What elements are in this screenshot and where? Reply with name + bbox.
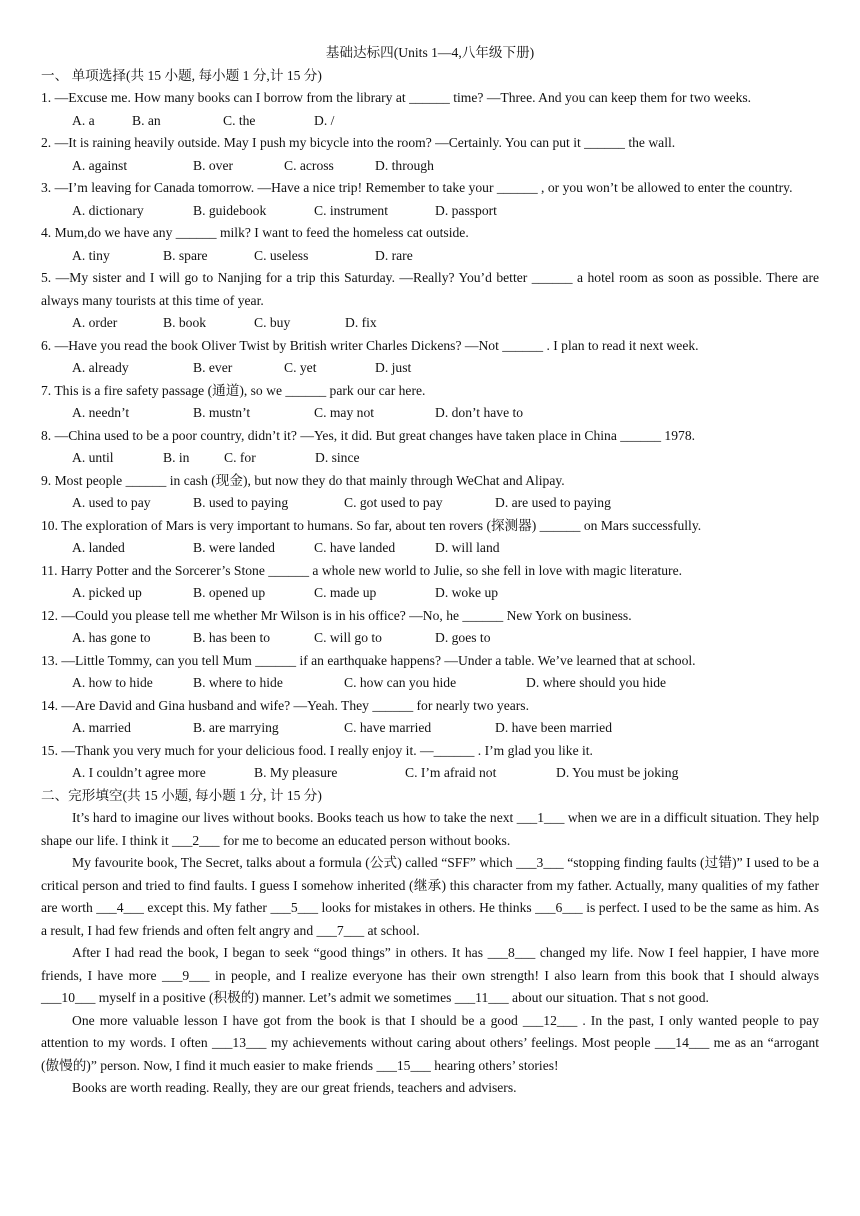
question-2-options: [41, 155, 819, 178]
question-6-options: [41, 357, 819, 380]
question-11: 11. Harry Potter and the Sorcerer’s Stone ______ a whole new world to Julie, so she fell in love with magic literature.: [41, 562, 683, 578]
option-c[interactable]: C. will go to: [314, 630, 382, 645]
option-c[interactable]: C. yet: [284, 360, 317, 375]
option-d[interactable]: D. since: [315, 450, 360, 465]
question-10-options: [41, 537, 819, 560]
question-9: 9. Most people ______ in cash (现金), but now they do that mainly through WeChat and Alipay.: [41, 472, 565, 488]
option-b[interactable]: B. in: [163, 450, 190, 465]
option-d[interactable]: D. woke up: [435, 585, 499, 600]
question-14: 14. —Are David and Gina husband and wife? —Yeah. They ______ for nearly two years.: [41, 697, 530, 713]
question-5: 5. —My sister and I will go to Nanjing for a trip this Saturday. —Really? You’d better ______ a hotel room as soon as possible. There are always many tourists at this time of year.: [41, 270, 819, 308]
question-7: 7. This is a fire safety passage (通道), so we ______ park our car here.: [41, 382, 426, 398]
question-4-options: [41, 245, 819, 268]
question-8: 8. —China used to be a poor country, didn’t it? —Yes, it did. But great changes have taken place in China ______ 1978.: [41, 427, 696, 443]
passage-paragraph: My favourite book, The Secret, talks about a formula (公式) called “SFF” which ___3___ “stopping finding faults (过错)” I used to be a critical person and tried to find faults. I guess I somehow inherited (继承) this character from my father. Actually, many qualities of my father are worth ___4___ except this. My father ___5___ looks for mistakes in others. He thinks ___6___ is perfect. I used to be the same as him. As a result, I had few friends and often felt angry and ___7___ at school.: [41, 855, 819, 938]
option-a[interactable]: A. has gone to: [72, 630, 151, 645]
option-d[interactable]: D. have been married: [495, 720, 613, 735]
question-6: 6. —Have you read the book Oliver Twist by British writer Charles Dickens? —Not ______ . I plan to read it next week.: [41, 337, 699, 353]
question-4: 4. Mum,do we have any ______ milk? I want to feed the homeless cat outside.: [41, 225, 469, 240]
passage-paragraph: After I had read the book, I began to seek “good things” in others. It has ___8___ changed my life. Now I feel happier, I have more friends, I have more ___9___ in people, and I realize everyone has their own strength! I also learn from this book that I should always ___10___ myself in a positive (积极的) manner. Let’s admit we sometimes ___11___ about our situation. That s not good.: [41, 945, 819, 1005]
question-1: 1. —Excuse me. How many books can I borrow from the library at ______ time? —Three. And you can keep them for two weeks.: [41, 90, 752, 105]
option-d[interactable]: D. /: [314, 112, 335, 128]
question-3-options: [41, 200, 819, 223]
option-d[interactable]: D. rare: [375, 247, 413, 263]
option-a[interactable]: A. already: [72, 360, 129, 375]
option-d[interactable]: D. are used to paying: [495, 495, 611, 510]
option-c[interactable]: C. I’m afraid not: [405, 765, 497, 780]
question-1-options: [41, 110, 819, 133]
section-1-heading: 一、 单项选择(共 15 小题, 每小题 1 分,计 15 分): [41, 67, 322, 83]
option-a[interactable]: A. needn’t: [72, 405, 130, 420]
option-b[interactable]: B. mustn’t: [193, 405, 251, 420]
option-b[interactable]: B. guidebook: [193, 202, 267, 218]
option-a[interactable]: A. a: [72, 112, 95, 128]
passage-paragraph: One more valuable lesson I have got from the book is that I should be a good ___12___ . In the past, I only wanted people to pay attention to my words. I often ___13___ my achievements without caring about others’ feelings. Most people ___14___ me as an “arrogant (傲慢的)” person. Now, I find it much easier to make friends ___15___ hearing others’ stories!: [41, 1012, 819, 1073]
option-c[interactable]: C. useless: [254, 247, 309, 263]
option-c[interactable]: C. have married: [344, 720, 432, 735]
option-c[interactable]: C. buy: [254, 315, 291, 330]
option-a[interactable]: A. until: [72, 450, 114, 465]
option-b[interactable]: B. book: [163, 315, 207, 330]
question-12: 12. —Could you please tell me whether Mr Wilson is in his office? —No, he ______ New York on business.: [41, 607, 632, 623]
option-a[interactable]: A. I couldn’t agree more: [72, 765, 206, 780]
question-2: 2. —It is raining heavily outside. May I push my bicycle into the room? —Certainly. You can put it ______ the wall.: [41, 135, 676, 150]
option-b[interactable]: B. opened up: [193, 585, 266, 600]
passage-paragraph: It’s hard to imagine our lives without books. Books teach us how to take the next ___1___ when we are in a difficult situation. They help shape our life. I think it ___2___ for me to become an educated person without books.: [41, 810, 819, 848]
option-d[interactable]: D. just: [375, 360, 412, 375]
option-a[interactable]: A. order: [72, 315, 118, 330]
question-15: 15. —Thank you very much for your delicious food. I really enjoy it. —______ . I’m glad you like it.: [41, 742, 593, 758]
question-14-options: [41, 717, 819, 740]
question-9-options: [41, 492, 819, 515]
document-page: [41, 42, 819, 1100]
option-c[interactable]: C. for: [224, 450, 256, 465]
option-d[interactable]: D. don’t have to: [435, 405, 524, 420]
question-11-options: [41, 582, 819, 605]
option-b[interactable]: B. has been to: [193, 630, 271, 645]
option-c[interactable]: C. how can you hide: [344, 675, 457, 690]
cloze-passage: [41, 807, 819, 1100]
option-a[interactable]: A. against: [72, 157, 128, 173]
option-b[interactable]: B. My pleasure: [254, 765, 338, 780]
option-a[interactable]: A. dictionary: [72, 202, 144, 218]
question-3: 3. —I’m leaving for Canada tomorrow. —Have a nice trip! Remember to take your ______ , or you won’t be allowed to enter the country.: [41, 180, 793, 195]
question-13-options: [41, 672, 819, 695]
option-b[interactable]: B. where to hide: [193, 675, 283, 690]
option-c[interactable]: C. across: [284, 157, 334, 173]
option-a[interactable]: A. tiny: [72, 247, 110, 263]
option-d[interactable]: D. You must be joking: [556, 765, 679, 780]
question-10: 10. The exploration of Mars is very important to humans. So far, about ten rovers (探测器) ______ on Mars successfully.: [41, 517, 702, 533]
question-12-options: [41, 627, 819, 650]
option-c[interactable]: C. instrument: [314, 202, 389, 218]
option-c[interactable]: C. made up: [314, 585, 377, 600]
passage-paragraph: Books are worth reading. Really, they are our great friends, teachers and advisers.: [72, 1080, 517, 1095]
question-8-options: [41, 447, 819, 470]
option-b[interactable]: B. over: [193, 157, 234, 173]
option-d[interactable]: D. goes to: [435, 630, 491, 645]
option-a[interactable]: A. landed: [72, 540, 125, 555]
option-b[interactable]: B. used to paying: [193, 495, 289, 510]
option-b[interactable]: B. were landed: [193, 540, 275, 555]
option-b[interactable]: B. an: [132, 112, 161, 128]
question-list: [41, 87, 819, 785]
option-a[interactable]: A. married: [72, 720, 131, 735]
question-15-options: [41, 762, 819, 785]
option-b[interactable]: B. spare: [163, 247, 208, 263]
section-2-heading: 二、完形填空(共 15 小题, 每小题 1 分, 计 15 分): [41, 787, 322, 803]
option-b[interactable]: B. are marrying: [193, 720, 279, 735]
question-5-options: [41, 312, 819, 335]
option-d[interactable]: D. passport: [435, 202, 497, 218]
option-d[interactable]: D. through: [375, 157, 434, 173]
option-a[interactable]: A. how to hide: [72, 675, 153, 690]
question-7-options: [41, 402, 819, 425]
option-d[interactable]: D. will land: [435, 540, 500, 555]
option-b[interactable]: B. ever: [193, 360, 233, 375]
option-c[interactable]: C. got used to pay: [344, 495, 443, 510]
option-d[interactable]: D. fix: [345, 315, 377, 330]
option-c[interactable]: C. may not: [314, 405, 375, 420]
option-a[interactable]: A. picked up: [72, 585, 142, 600]
page-title: 基础达标四(Units 1—4,八年级下册): [325, 45, 535, 60]
option-c[interactable]: C. have landed: [314, 540, 396, 555]
option-a[interactable]: A. used to pay: [72, 495, 151, 510]
question-13: 13. —Little Tommy, can you tell Mum ______ if an earthquake happens? —Under a table. We’ve learned that at school.: [41, 652, 696, 668]
option-d[interactable]: D. where should you hide: [526, 675, 667, 690]
option-c[interactable]: C. the: [223, 112, 256, 128]
